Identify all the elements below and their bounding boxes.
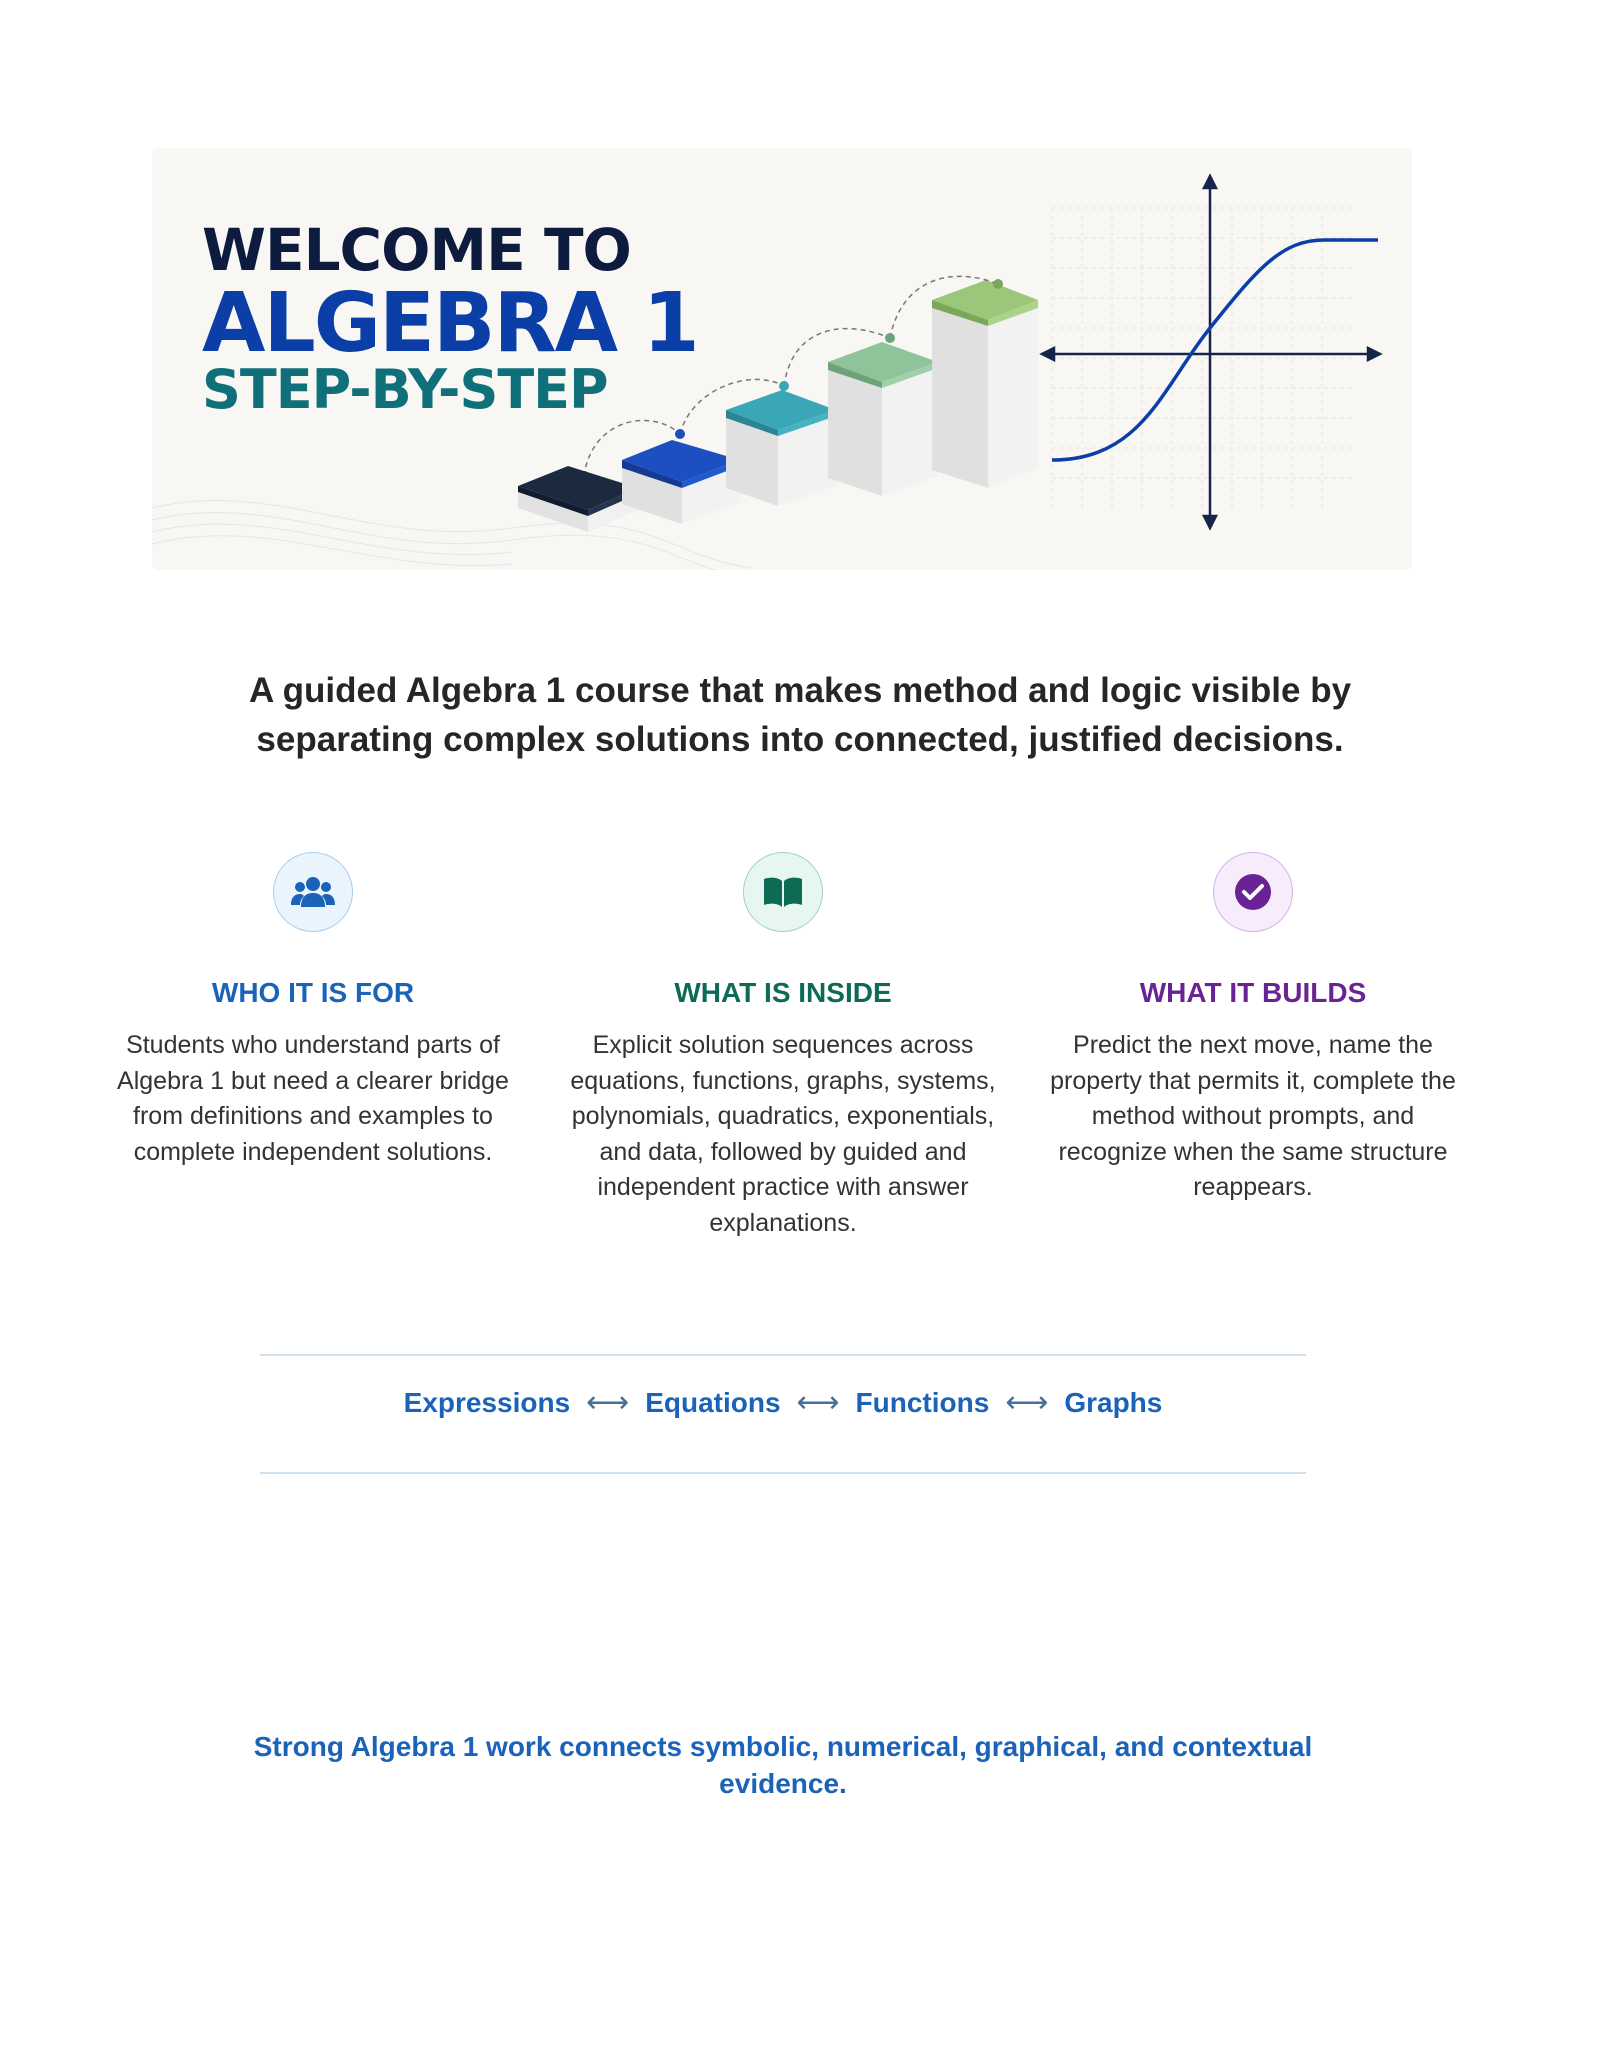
column-what-is-inside — [568, 852, 998, 1241]
graph-axes — [1042, 176, 1380, 528]
column-text: Students who understand parts of Algebra 1 but need a clearer bridge from definitions and examples to complete independent solutions. — [117, 1031, 509, 1166]
check-circle-icon — [1213, 852, 1293, 932]
flow-item-graphs: Graphs — [1064, 1386, 1163, 1418]
hero-title-line1: WELCOME TO — [202, 216, 631, 284]
double-arrow-icon: ⟷ — [796, 1386, 840, 1419]
double-arrow-icon: ⟷ — [586, 1386, 630, 1419]
column-who-it-is-for — [98, 852, 528, 1170]
column-title: WHAT IS INSIDE — [674, 977, 892, 1008]
open-book-icon — [743, 852, 823, 932]
flow-item-functions: Functions — [855, 1386, 990, 1418]
users-icon — [273, 852, 353, 932]
hero-title-line2: ALGEBRA 1 — [202, 276, 698, 371]
closing-statement: Strong Algebra 1 work connects symbolic, numerical, graphical, and contextual evidence. — [253, 1731, 1313, 1799]
column-title: WHAT IT BUILDS — [1139, 977, 1367, 1008]
hero-title-line3: STEP-BY-STEP — [202, 358, 608, 421]
concept-flow — [260, 1385, 1306, 1420]
double-arrow-icon: ⟷ — [1005, 1386, 1049, 1419]
flow-item-equations: Equations — [645, 1386, 781, 1418]
lead-statement: A guided Algebra 1 course that makes method and logic visible by separating complex solutions into connected, justified decisions. — [248, 671, 1352, 759]
divider-bottom — [260, 1472, 1306, 1474]
graph-grid — [1052, 208, 1352, 508]
column-title: WHO IT IS FOR — [211, 977, 415, 1008]
column-text: Predict the next move, name the property that permits it, complete the method without prompts, and recognize when the same structure reappears. — [1050, 1031, 1456, 1201]
hero-banner — [152, 148, 1412, 570]
column-what-it-builds — [1038, 852, 1468, 1206]
flow-item-expressions: Expressions — [403, 1386, 571, 1418]
sigmoid-curve — [1052, 240, 1378, 460]
divider-top — [260, 1354, 1306, 1356]
column-text: Explicit solution sequences across equations, functions, graphs, systems, polynomials, quadratics, exponentials, and data, followed by guided and independent practice with answer explanations. — [570, 1031, 996, 1237]
